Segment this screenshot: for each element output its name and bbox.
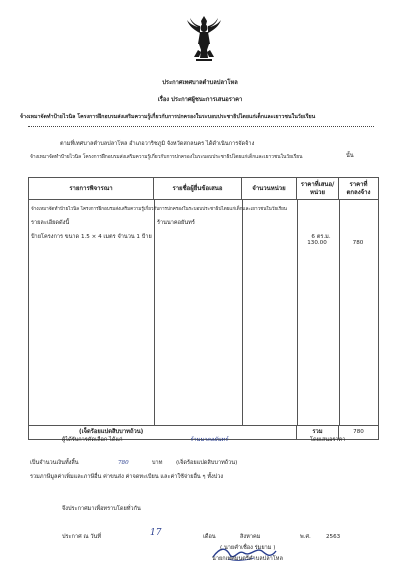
header-unit-price-line1: ราคาที่เสนอ/ [300,180,335,188]
vendor-name: ร้านนาคอยันทร์ [157,220,195,226]
selected-prefix: ผู้ได้รับการคัดเลือก ได้แก่ [62,437,123,443]
quantity: 6 ตร.ม. [311,234,331,240]
amount-unit: บาท [152,460,163,466]
document-title: ประกาศเทศบาลตำบลปลาโหล [162,80,238,86]
amount-prefix: เป็นจำนวนเงินทั้งสิ้น [30,460,79,466]
quotation-table [28,177,379,440]
date-day: 17 [150,528,162,538]
intro-line-1: ตามที่เทศบาลตำบลปลาโหล อำเภอวาริชภูมิ จังหวัดสกลนคร ได้ดำเนินการจัดจ้าง [60,141,255,147]
header-unit-price-line2: หน่วย [310,188,325,196]
tax-note: รวมภาษีมูลค่าเพิ่มและภาษีอื่น ค่าขนส่ง ค่าจดทะเบียน และค่าใช้จ่ายอื่น ๆ ทั้งปวง [30,474,224,480]
header-item: รายการพิจารณา [29,178,154,200]
date-year: 2563 [326,534,341,540]
date-month: สิงหาคม [240,534,261,540]
header-agreed-price-line1: ราคาที่ [349,180,368,188]
col-divider-2 [242,200,243,426]
header-agreed-price-line2: ตกลงจ้าง [346,188,371,196]
header-qty: จำนวนหน่วย [242,178,297,200]
agreed-price: 780 [352,240,364,246]
item-description: จ้างเหมาจัดทำป้ายไวนิล โครงการฝึกอบรมส่งเสริมความรู้เกี่ยวกับการปกครองในระบอบประชาธิปไตยแก่เด็กและเยาวชนในวัยเรียน [31,207,287,212]
table-row [29,200,379,426]
amount-value: 780 [118,460,129,466]
amount-words: (เจ็ดร้อยแปดสิบบาทถ้วน) [176,460,238,466]
selected-suffix: โดยเสนอราคา [310,437,346,443]
item-line: ป้ายโครงการ ขนาด 1.5 × 4 เมตร จำนวน 1 ป้าย [31,234,152,240]
intro-line-2: จ้างเหมาจัดทำป้ายไวนิล โครงการฝึกอบรมส่งเสริมความรู้เกี่ยวกับการปกครองในระบอบประชาธิปไตยแก่เด็กและเยาวชนในวัยเรียน [30,154,303,160]
intro-suffix: นั้น [346,153,354,159]
table-header-row [29,178,379,200]
project-title: จ้างเหมาจัดทำป้ายไวนิล โครงการฝึกอบรมส่งเสริมความรู้เกี่ยวกับการปกครองในระบอบประชาธิปไตยแก่เด็กและเยาวชนในวัยเรียน [20,114,316,120]
date-prefix: ประกาศ ณ วันที่ [62,534,102,540]
total-label: รวม [297,426,339,440]
date-year-label: พ.ศ. [300,534,311,540]
total-words: (เจ็ดร้อยแปดสิบบาทถ้วน) [79,429,144,435]
announce-text: จึงประกาศมาเพื่อทราบโดยทั่วกัน [62,506,141,512]
header-vendor: รายชื่อผู้ยื่นข้อเสนอ [154,178,242,200]
star-divider [28,126,374,127]
selected-vendor: ร้านนาคอยันทร์ [190,437,228,443]
signer-position: นายกเทศมนตรีตำบลปลาโหล [212,556,283,562]
garuda-emblem-icon [186,14,222,64]
header-agreed-price [339,178,379,200]
item-detail-label: รายละเอียดดังนี้ [31,220,70,226]
document-subject: เรื่อง ประกาศผู้ชนะการเสนอราคา [157,97,243,103]
table-body-cell [29,200,379,426]
unit-price: 130.00 [307,240,327,246]
date-month-label: เดือน [203,534,216,540]
total-value: 780 [339,426,379,440]
signer-name: ( นายคำเชื่อง ร่มยาม ) [220,545,276,551]
header-unit-price [297,178,339,200]
